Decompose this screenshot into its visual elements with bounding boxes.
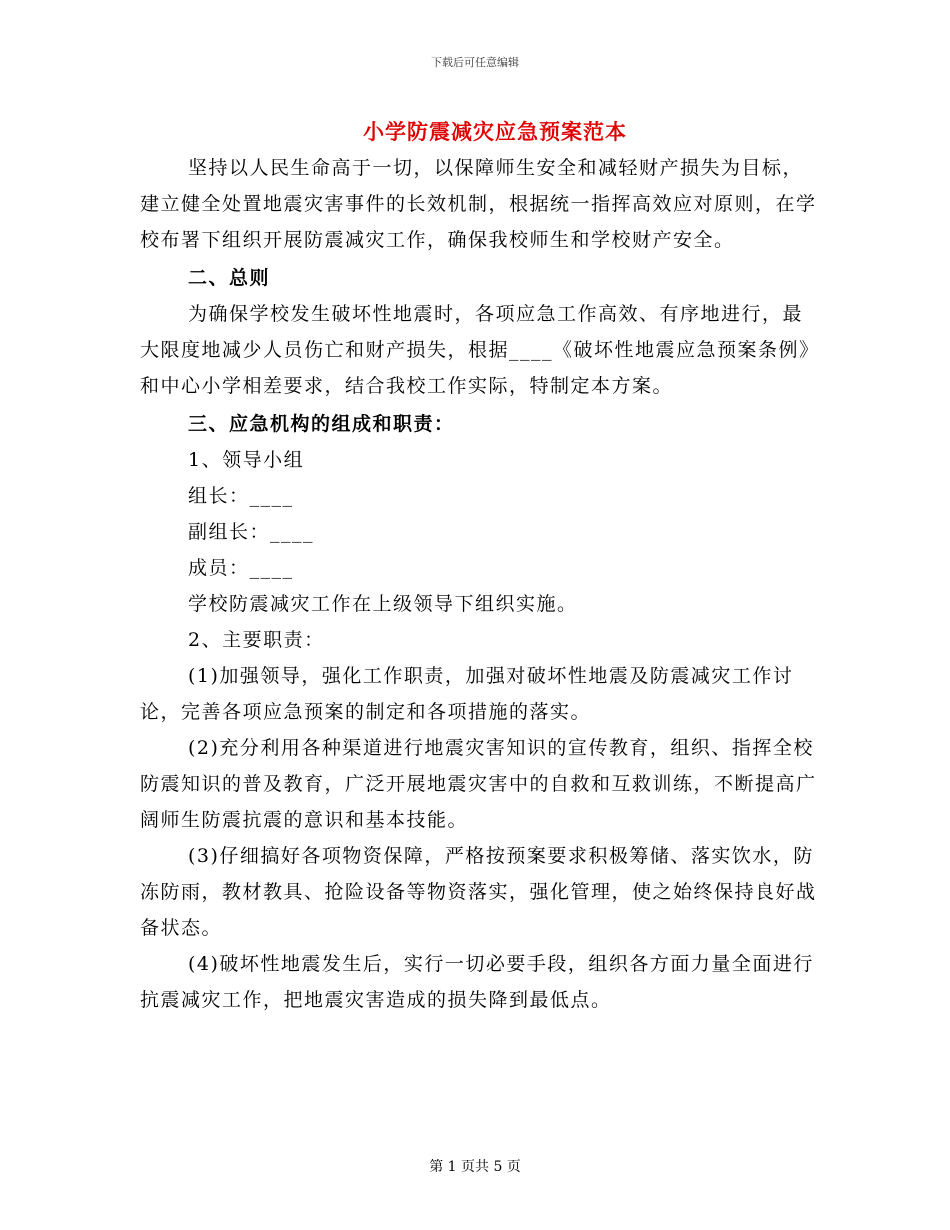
general-paragraph: 为确保学校发生破坏性地震时，各项应急工作高效、有序地进行，最大限度地减少人员伤亡和财产损失，根据____《破坏性地震应急预案条例》和中心小学相差要求，结合我校工作实际，特制定本方案。 bbox=[140, 303, 820, 397]
section-heading-general: 二、总则 bbox=[188, 267, 271, 289]
page-number: 第 1 页共 5 页 bbox=[429, 1159, 521, 1175]
members-line: 成员：____ bbox=[188, 557, 294, 579]
duty-item-1: (1)加强领导，强化工作职责，加强对破坏性地震及防震减灾工作讨论，完善各项应急预案的制定和各项措施的落实。 bbox=[140, 665, 794, 723]
subsection-heading-leadership: 1、领导小组 bbox=[188, 449, 305, 471]
subsection-heading-duties: 2、主要职责： bbox=[188, 629, 325, 651]
document-body bbox=[140, 150, 820, 1018]
document-title: 小学防震减灾应急预案范本 bbox=[363, 119, 627, 144]
leadership-note: 学校防震减灾工作在上级领导下组织实施。 bbox=[188, 593, 578, 615]
leader-line: 组长：____ bbox=[188, 485, 294, 507]
duty-item-3: (3)仔细搞好各项物资保障，严格按预案要求积极筹储、落实饮水，防冻防雨，教材教具、抢险设备等物资落实，强化管理，使之始终保持良好战备状态。 bbox=[140, 845, 817, 939]
header-note: 下载后可任意编辑 bbox=[431, 56, 519, 69]
duty-item-4: (4)破坏性地震发生后，实行一切必要手段，组织各方面力量全面进行抗震减灾工作，把地震灾害造成的损失降到最低点。 bbox=[140, 953, 814, 1011]
section-heading-organization: 三、应急机构的组成和职责： bbox=[188, 413, 455, 435]
duty-item-2: (2)充分利用各种渠道进行地震灾害知识的宣传教育，组织、指挥全校防震知识的普及教育，广泛开展地震灾害中的自救和互救训练，不断提高广阔师生防震抗震的意识和基本技能。 bbox=[140, 737, 817, 831]
deputy-leader-line: 副组长：____ bbox=[188, 521, 315, 543]
intro-paragraph: 坚持以人民生命高于一切，以保障师生安全和减轻财产损失为目标，建立健全处置地震灾害事件的长效机制，根据统一指挥高效应对原则，在学校布署下组织开展防震减灾工作，确保我校师生和学校财产安全。 bbox=[140, 157, 817, 251]
